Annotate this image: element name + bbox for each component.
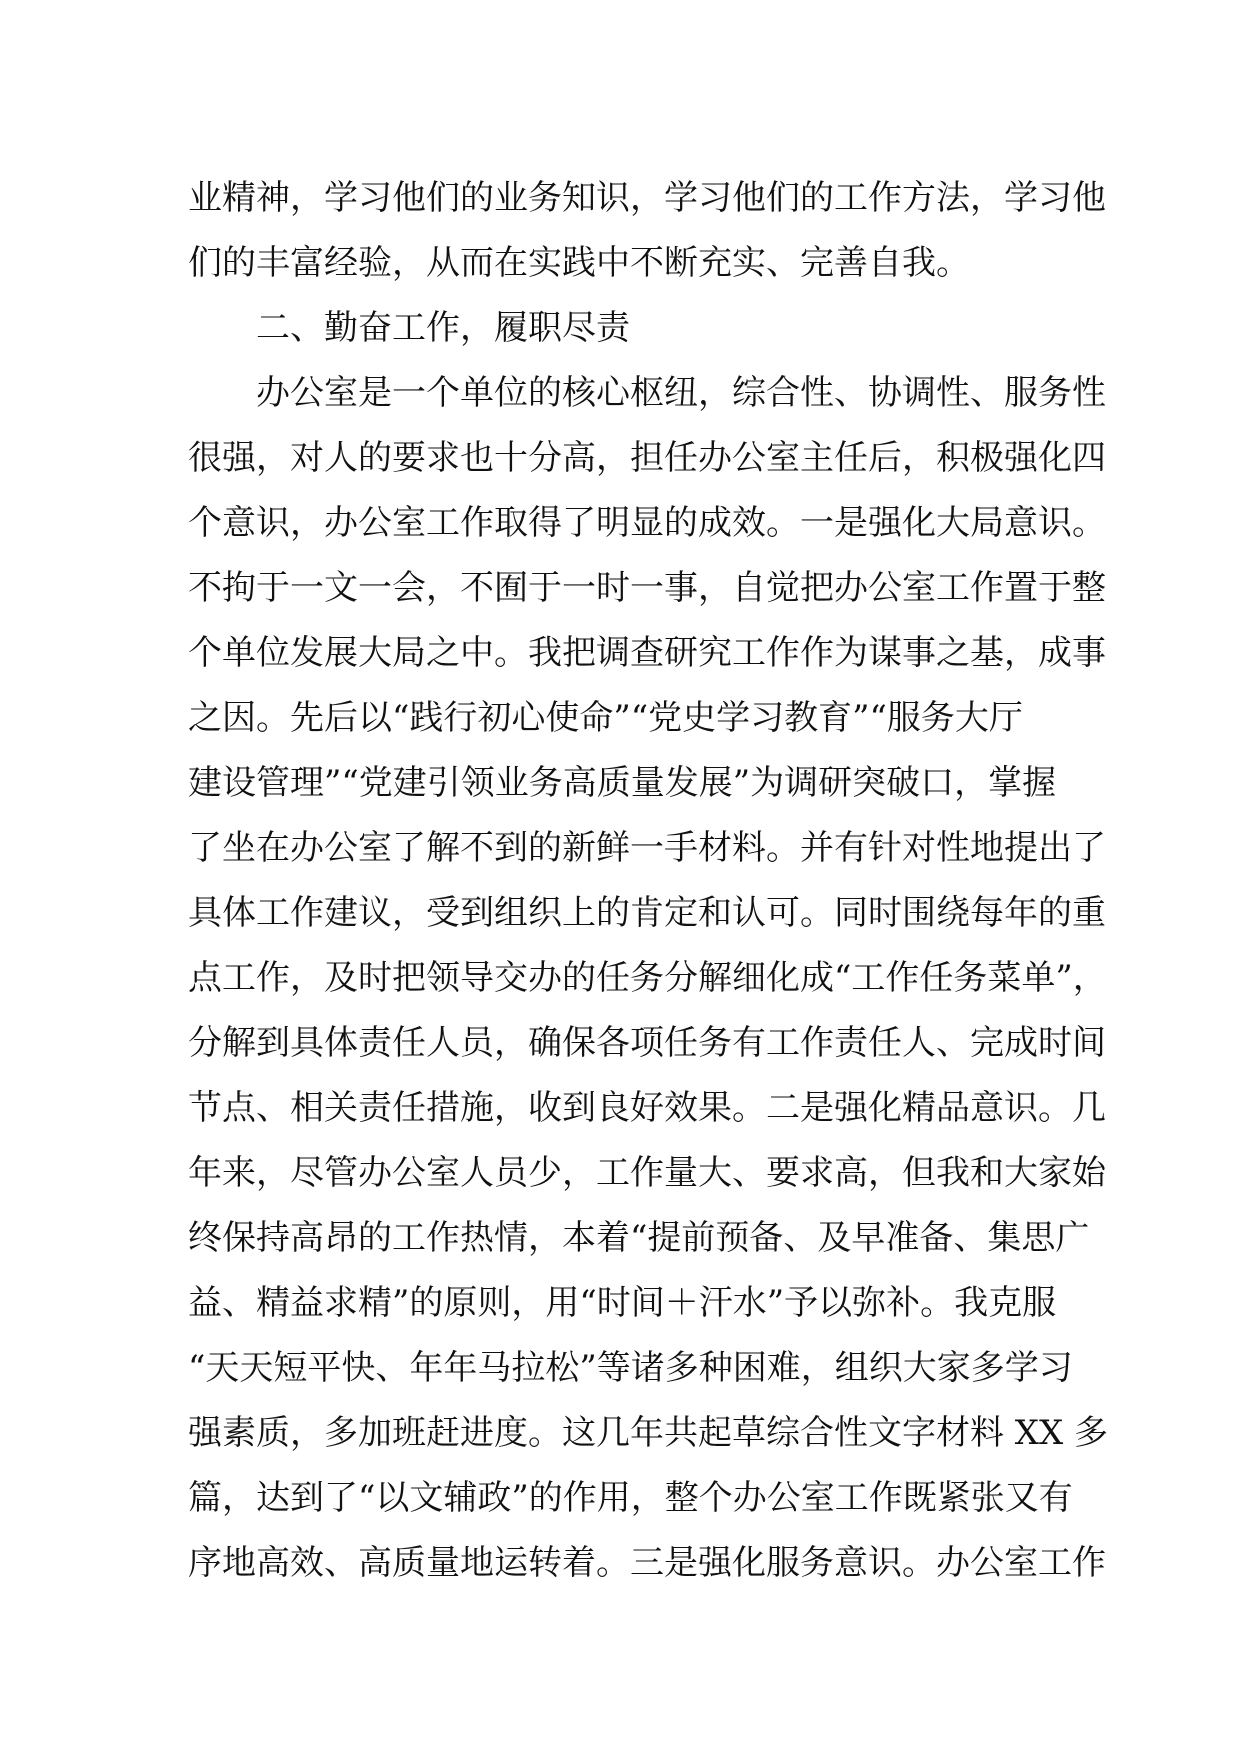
text-line: 序地高效、高质量地运转着。三是强化服务意识。办公室工作 — [188, 1543, 1106, 1583]
text-line: “天天短平快、年年马拉松”等诸多种困难，组织大家多学习 — [188, 1348, 1073, 1388]
text-line: 强素质，多加班赶进度。这几年共起草综合性文字材料 XX 多 — [188, 1413, 1109, 1453]
text-line: 不拘于一文一会，不囿于一时一事，自觉把办公室工作置于整 — [188, 568, 1106, 608]
text-line: 具体工作建议，受到组织上的肯定和认可。同时围绕每年的重 — [188, 893, 1106, 933]
text-line: 很强，对人的要求也十分高，担任办公室主任后，积极强化四 — [188, 438, 1106, 478]
text-line: 们的丰富经验，从而在实践中不断充实、完善自我。 — [188, 243, 970, 283]
text-line: 业精神，学习他们的业务知识，学习他们的工作方法，学习他 — [188, 178, 1106, 218]
text-line: 篇，达到了“以文辅政”的作用，整个办公室工作既紧张又有 — [188, 1478, 1073, 1518]
text-line: 终保持高昂的工作热情，本着“提前预备、及早准备、集思广 — [188, 1218, 1090, 1258]
body-text — [188, 166, 1109, 1596]
text-line: 益、精益求精”的原则，用“时间＋汗水”予以弥补。我克服 — [188, 1283, 1057, 1323]
paragraph-first-line: 办公室是一个单位的核心枢纽，综合性、协调性、服务性 — [256, 373, 1106, 413]
text-line: 点工作，及时把领导交办的任务分解细化成“工作任务菜单”， — [188, 958, 1107, 998]
section-heading: 二、勤奋工作，履职尽责 — [256, 308, 630, 348]
text-line: 个单位发展大局之中。我把调查研究工作作为谋事之基，成事 — [188, 633, 1106, 673]
text-line: 之因。先后以“践行初心使命”“党史学习教育”“服务大厅 — [188, 698, 1023, 738]
text-line: 分解到具体责任人员，确保各项任务有工作责任人、完成时间 — [188, 1023, 1106, 1063]
text-line: 建设管理”“党建引领业务高质量发展”为调研突破口，掌握 — [188, 763, 1057, 803]
text-line: 了坐在办公室了解不到的新鲜一手材料。并有针对性地提出了 — [188, 828, 1106, 868]
text-line: 年来，尽管办公室人员少，工作量大、要求高，但我和大家始 — [188, 1153, 1106, 1193]
text-line: 节点、相关责任措施，收到良好效果。二是强化精品意识。几 — [188, 1088, 1106, 1128]
text-line: 个意识，办公室工作取得了明显的成效。一是强化大局意识。 — [188, 503, 1106, 543]
